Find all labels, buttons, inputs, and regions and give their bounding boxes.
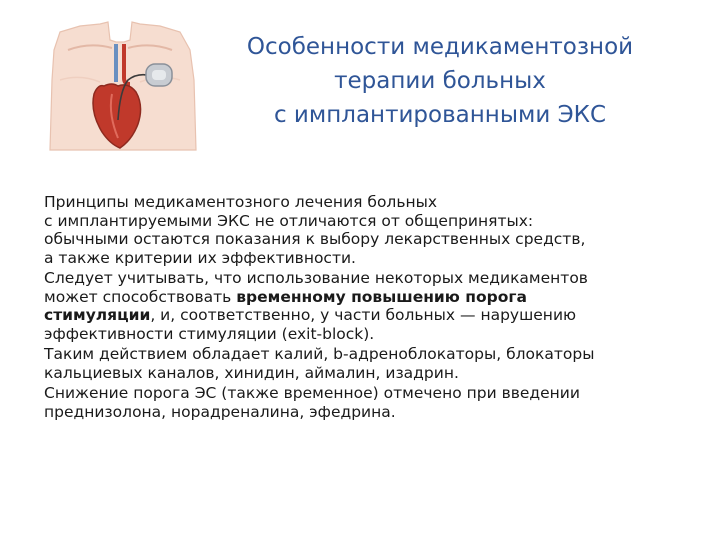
paragraph-drugs (44, 345, 694, 382)
slide-title (205, 30, 675, 132)
title-line: Особенности медикаментозной (246, 34, 634, 60)
text-line: кальциевых каналов, хинидин, аймалин, изадрин. (44, 363, 459, 382)
paragraph-threshold-decrease (44, 384, 694, 421)
text-fragment: может способствовать (44, 287, 237, 306)
title-line: с имплантированными ЭКС (273, 102, 607, 128)
paragraph-principles (44, 193, 694, 267)
text-line: обычными остаются показания к выбору лекарственных средств, (44, 230, 586, 248)
slide-body (44, 193, 694, 423)
text-line: Снижение порога ЭС (также временное) отмечено при введении (44, 384, 580, 402)
text-line: с имплантируемыми ЭКС не отличаются от общепринятых: (44, 211, 534, 230)
title-line: терапии больных (334, 68, 546, 94)
text-line: эффективности стимуляции (exit-block). (44, 324, 375, 343)
text-line (44, 288, 694, 307)
text-line: Следует учитывать, что использование некоторых медикаментов (44, 269, 588, 287)
text-line (44, 306, 694, 325)
bold-term: временному повышению порога (236, 287, 527, 306)
pacemaker-heart-icon (20, 20, 220, 160)
text-line: Принципы медикаментозного лечения больных (44, 193, 438, 211)
text-line: Таким действием обладает калий, b-адреноблокаторы, блокаторы (44, 345, 595, 363)
text-fragment: , и, соответственно, у части больных — нарушению (150, 306, 577, 324)
paragraph-threshold-increase (44, 269, 694, 343)
text-line: а также критерии их эффективности. (44, 248, 356, 267)
text-line: преднизолона, норадреналина, эфедрина. (44, 402, 396, 421)
bold-term: стимуляции (44, 306, 151, 324)
